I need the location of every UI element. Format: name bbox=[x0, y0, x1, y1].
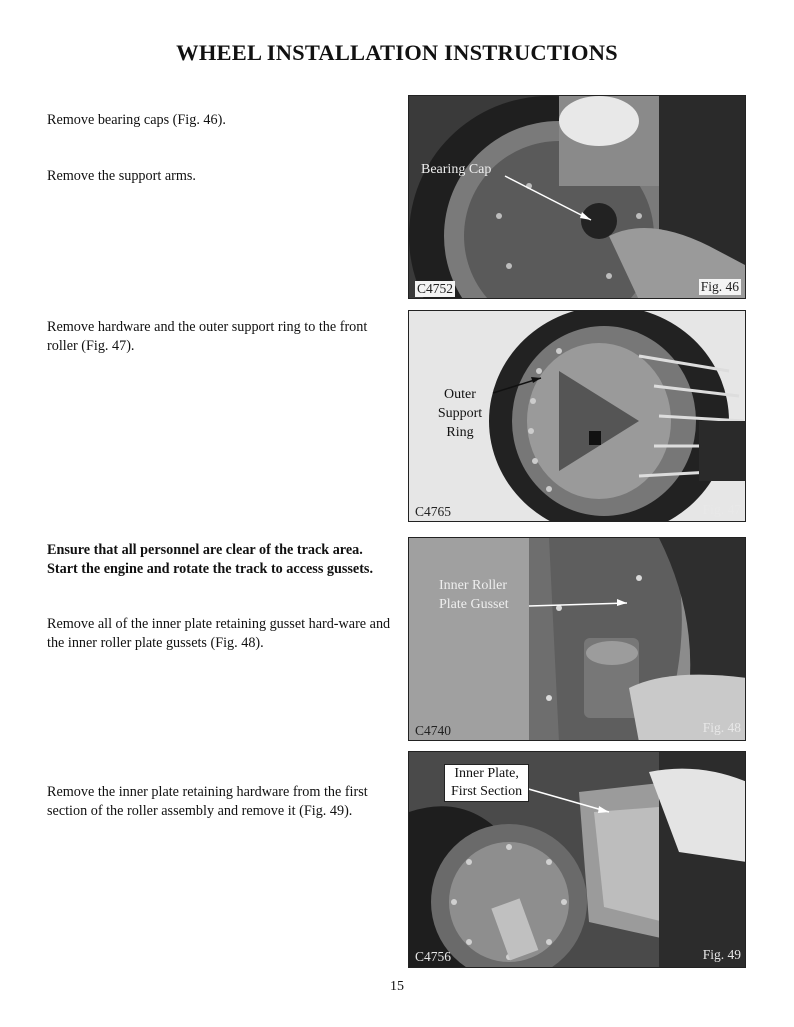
figure-48-illustration bbox=[409, 538, 746, 741]
figure-47-code: C4765 bbox=[415, 504, 452, 519]
step-remove-bearing-caps: Remove bearing caps (Fig. 46). bbox=[47, 112, 226, 128]
figure-46-label: Fig. 46 bbox=[700, 279, 739, 294]
figure-47-callout bbox=[427, 385, 493, 442]
figure-47-callout-line-2: Support bbox=[437, 406, 483, 421]
figure-46-callout: Bearing Cap bbox=[421, 162, 492, 177]
step-safety-warning: Ensure that all personnel are clear of the track area. Start the engine and rotate the track to access gussets. bbox=[47, 542, 374, 577]
figure-49-code: C4756 bbox=[415, 949, 452, 964]
figure-48-callout-line-1: Inner Roller bbox=[439, 578, 508, 593]
figure-46-illustration bbox=[409, 96, 746, 299]
figure-49-callout bbox=[444, 764, 529, 802]
figure-48-code: C4740 bbox=[415, 723, 452, 738]
figure-48-callout-line-2: Plate Gusset bbox=[439, 597, 509, 612]
step-remove-first-section: Remove the inner plate retaining hardware from the first section of the roller assembly and remove it (Fig. 49). bbox=[47, 784, 368, 819]
figure-47-label: Fig. 47 bbox=[702, 502, 741, 517]
step-remove-support-arms: Remove the support arms. bbox=[47, 168, 196, 184]
figure-49-photo bbox=[408, 751, 746, 968]
figure-47-callout-line-1: Outer bbox=[444, 387, 476, 402]
figure-46-photo bbox=[408, 95, 746, 299]
figure-48-callout bbox=[439, 576, 509, 614]
figure-48-photo bbox=[408, 537, 746, 741]
step-remove-outer-support-ring: Remove hardware and the outer support ring to the front roller (Fig. 47). bbox=[47, 319, 368, 354]
figure-49-label: Fig. 49 bbox=[702, 947, 741, 962]
step-remove-inner-gussets: Remove all of the inner plate retaining gusset hard-ware and the inner roller plate gussets (Fig. 48). bbox=[47, 616, 391, 651]
figure-48-label: Fig. 48 bbox=[702, 720, 741, 735]
page-title: WHEEL INSTALLATION INSTRUCTIONS bbox=[176, 40, 618, 65]
page-number: 15 bbox=[390, 979, 404, 994]
figure-49-callout-line-2: First Section bbox=[451, 784, 523, 799]
figure-47-photo bbox=[408, 310, 746, 522]
figure-47-callout-line-3: Ring bbox=[446, 425, 474, 440]
figure-49-callout-line-1: Inner Plate, bbox=[454, 766, 519, 781]
figure-46-code: C4752 bbox=[417, 281, 454, 296]
